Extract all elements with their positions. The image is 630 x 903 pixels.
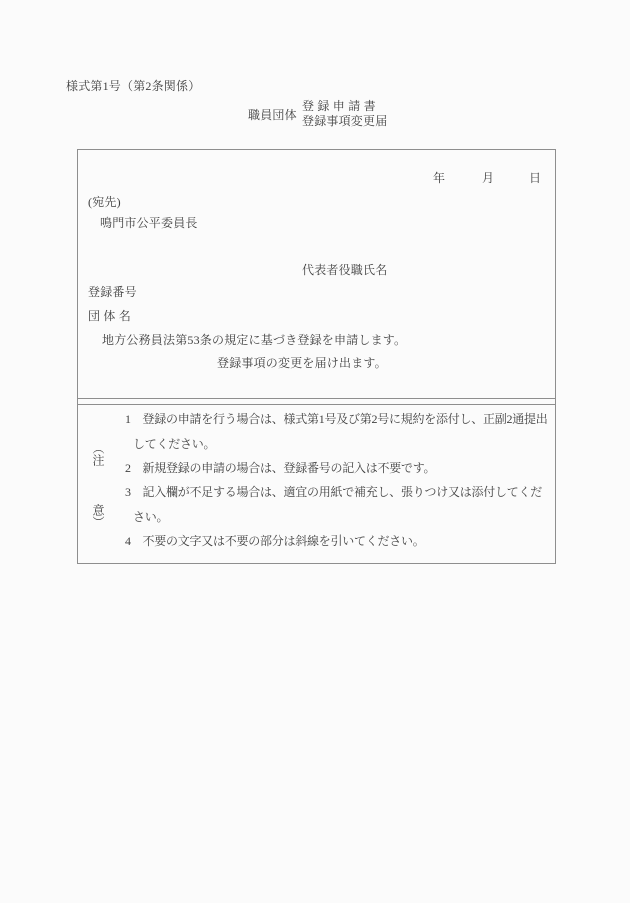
notes-side-label-top: （注 — [91, 442, 105, 466]
section-divider-upper — [77, 398, 555, 399]
notes-side-label — [90, 442, 104, 528]
date-year-label: 年 — [433, 171, 446, 185]
note-item-3-line-2: さい。 — [133, 510, 169, 524]
addressee-label: (宛先) — [88, 195, 121, 209]
date-month-label: 月 — [482, 171, 495, 185]
section-divider-lower — [77, 404, 555, 405]
notes-side-label-bottom: 意） — [91, 504, 105, 528]
representative-title-name-label: 代表者役職氏名 — [302, 263, 388, 277]
note-item-3-line-1: 3 記入欄が不足する場合は、適宜の用紙で補充し、張りつけ又は添付してくだ — [125, 485, 543, 499]
note-item-1-line-2: してください。 — [133, 437, 216, 451]
registration-number-label: 登録番号 — [88, 285, 137, 299]
addressee-name: 鳴門市公平委員長 — [100, 216, 198, 230]
statement-change: 登録事項の変更を届け出ます。 — [217, 356, 387, 370]
note-item-2: 2 新規登録の申請の場合は、登録番号の記入は不要です。 — [125, 461, 436, 475]
form-number-label: 様式第1号（第2条関係） — [66, 79, 201, 93]
form-title-registration-change: 登録事項変更届 — [302, 114, 388, 128]
form-title-registration-application: 登 録 申 請 書 — [302, 99, 376, 113]
date-day-label: 日 — [529, 171, 542, 185]
organization-name-label: 団 体 名 — [88, 309, 132, 323]
note-item-4: 4 不要の文字又は不要の部分は斜線を引いてください。 — [125, 534, 425, 548]
form-title-subject: 職員団体 — [248, 108, 297, 122]
statement-apply: 地方公務員法第53条の規定に基づき登録を申請します。 — [102, 333, 407, 347]
note-item-1-line-1: 1 登録の申請を行う場合は、様式第1号及び第2号に規約を添付し、正副2通提出 — [125, 412, 548, 426]
